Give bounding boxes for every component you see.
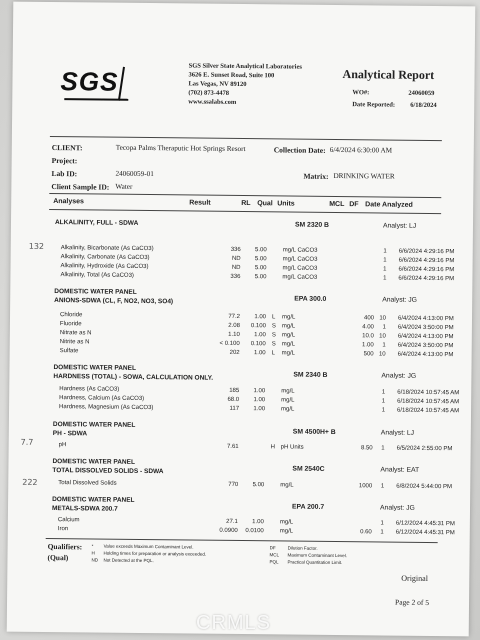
dilution-factor: 1: [381, 407, 386, 414]
table-row: [9, 442, 471, 456]
units: pH Units: [280, 444, 304, 451]
result-value: 185: [229, 387, 240, 394]
sample: Water: [115, 182, 133, 191]
analyte-name: Alkalinity, Bicarbonate (As CaCO3): [60, 245, 154, 253]
dilution-factor: 10: [379, 315, 387, 322]
result-value: < 0.100: [219, 340, 240, 347]
reporting-limit: 5.00: [254, 256, 267, 263]
lab-city: Las Vegas, NV 89120: [188, 80, 247, 89]
section-analyst: Analyst: JG: [381, 372, 417, 380]
logo-slash: [118, 67, 125, 101]
col-result: Result: [189, 199, 211, 207]
dilution-factor: 1: [383, 275, 387, 282]
reporting-limit: 1.00: [253, 350, 266, 357]
analyte-name: Hardness, Calcium (As CaCO3): [59, 395, 145, 402]
dilution-factor: 10: [378, 351, 386, 358]
report-page: [7, 2, 476, 637]
page-number: Page 2 of 5: [394, 597, 430, 607]
sgs-logo: SGS: [60, 66, 119, 97]
units: mg/L: [279, 519, 294, 526]
wo-label: WO#:: [352, 89, 370, 97]
date-analyzed: 6/4/2024 4:13:00 PM: [397, 333, 454, 341]
units: mg/L: [281, 397, 295, 404]
reporting-limit: 5.00: [252, 482, 265, 489]
report-title: Analytical Report: [342, 67, 435, 83]
reporting-limit: 1.00: [254, 332, 266, 339]
dilution-factor: 1: [380, 529, 384, 536]
result-value: 0.0900: [219, 527, 238, 534]
lab-name: SGS Silver State Analytical Laboratories: [188, 62, 302, 71]
section-method: SM 2320 B: [294, 221, 330, 229]
col-rl: RL: [241, 199, 251, 208]
section-title: ALKALINITY, FULL - SDWA: [54, 219, 139, 227]
units: mg/L: [281, 332, 296, 339]
mcl-value: 1000: [358, 483, 373, 490]
mcl-value: 4.00: [362, 324, 374, 331]
col-df: DF: [349, 201, 359, 209]
qualifier: S: [271, 323, 276, 330]
section-method: SM 4500H+ B: [292, 428, 336, 436]
analyte-name: Alkalinity, Hydroxide (As CaCO3): [60, 263, 149, 271]
section-method: SM 2540C: [292, 465, 325, 473]
project-label: Project:: [51, 156, 78, 166]
analyte-name: Sulfate: [59, 348, 79, 355]
section-method: EPA 300.0: [294, 295, 327, 303]
qualifier-right-text: Maximum Contaminant Level.: [287, 552, 348, 559]
original-label: Original: [401, 573, 429, 583]
result-value: 336: [230, 246, 241, 253]
qualifier: S: [271, 341, 276, 348]
analyte-name: Nitrite as N: [59, 339, 90, 346]
dilution-factor: 1: [382, 324, 386, 331]
section-subtitle: HARDNESS (TOTAL) - SOWA, CALCULATION ONLY.: [53, 373, 214, 382]
date-analyzed: 6/18/2024 10:57:45 AM: [397, 407, 460, 415]
columns-rule-bottom: [49, 209, 441, 214]
date-analyzed: 6/6/2024 4:29:16 PM: [398, 248, 455, 256]
section-analyst: Analyst: JG: [382, 296, 418, 304]
result-value: 336: [230, 273, 241, 280]
section-analyst: Analyst: LJ: [380, 429, 415, 437]
section-title: DOMESTIC WATER PANEL: [54, 288, 137, 296]
reporting-limit: 1.00: [252, 519, 264, 526]
lab-phone: (702) 873-4478: [188, 89, 230, 97]
date-analyzed: 6/4/2024 3:50:00 PM: [397, 342, 454, 350]
result-value: 117: [229, 405, 240, 412]
result-value: 2.08: [228, 322, 240, 329]
reporting-limit: 0.100: [250, 341, 266, 348]
wo-number: 24060059: [408, 89, 435, 98]
reporting-limit: 1.00: [253, 406, 266, 413]
qualifier-left-text: Holding times for preparation or analysis exceeded.: [103, 550, 207, 557]
units: mg/L: [280, 482, 294, 489]
qualifier-right-sym: MCL: [269, 552, 280, 558]
handwritten-note: 132: [28, 241, 45, 251]
units: mg/L CaCO3: [282, 256, 318, 263]
qualifier-right-text: Dilution Factor.: [287, 545, 318, 551]
date-analyzed: 6/18/2024 10:57:45 AM: [397, 389, 460, 397]
section-subtitle: METALS-SDWA 200.7: [51, 505, 118, 513]
qualifier-left-text: Not Detected at the PQL.: [103, 557, 154, 564]
client-name: Tecopa Palms Theraputic Hot Springs Resort: [115, 143, 246, 154]
dilution-factor: 1: [380, 520, 384, 527]
dilution-factor: 1: [381, 398, 386, 405]
collection-date: 6/4/2024 6:30:00 AM: [329, 145, 393, 155]
date-analyzed: 6/4/2024 3:50:00 PM: [397, 324, 454, 332]
analyte-name: Alkalinity, Total (As CaCO3): [60, 272, 134, 279]
date-analyzed: 6/8/2024 5:44:00 PM: [396, 483, 453, 491]
header-rule: [50, 136, 442, 141]
analyte-name: pH: [58, 442, 67, 449]
date-analyzed: 6/5/2024 2:55:00 PM: [396, 445, 453, 453]
date-analyzed: 6/12/2024 4:45:31 PM: [395, 529, 455, 537]
section-subtitle: ANIONS-SDWA (CL, F, NO2, NO3, SO4): [54, 297, 174, 306]
reporting-limit: 5.00: [255, 247, 267, 254]
watermark: CRMLS: [196, 612, 272, 634]
date-analyzed: 6/4/2024 4:13:00 PM: [397, 315, 454, 323]
result-value: 1.10: [228, 331, 240, 338]
dilution-factor: 1: [383, 266, 387, 273]
units: mg/L CaCO3: [282, 274, 318, 281]
date-reported: 6/18/2024: [410, 101, 437, 110]
date-reported-label: Date Reported:: [352, 101, 396, 109]
units: mg/L CaCO3: [282, 265, 318, 272]
dilution-factor: 1: [383, 248, 387, 255]
analyte-name: Alkalinity, Carbonate (As CaCO3): [60, 254, 150, 262]
analyte-name: Fluoride: [59, 321, 82, 328]
col-units: Units: [277, 200, 295, 208]
result-value: 770: [228, 481, 239, 488]
dilution-factor: 1: [382, 342, 386, 349]
qualifier: L: [271, 314, 276, 321]
col-qual: Qual: [257, 200, 273, 208]
result-value: 27.1: [226, 518, 238, 525]
units: mg/L: [281, 406, 295, 413]
reporting-limit: 1.00: [253, 388, 266, 395]
analyte-name: Calcium: [57, 517, 80, 524]
analyte-name: Iron: [57, 526, 69, 533]
lab-info: [188, 61, 302, 107]
reporting-limit: 1.00: [254, 314, 267, 321]
mcl-value: 400: [363, 315, 375, 322]
mcl-value: 0.60: [360, 529, 372, 536]
section-analyst: Analyst: JG: [379, 504, 415, 512]
qualifier-right-sym: DF: [269, 545, 276, 551]
analyte-name: Total Dissolved Solids: [58, 480, 117, 487]
sample-label: Client Sample ID:: [51, 182, 110, 192]
section-subtitle: TOTAL DISSOLVED SOLIDS - SDWA: [52, 467, 164, 476]
date-analyzed: 6/4/2024 4:13:00 PM: [397, 351, 454, 359]
handwritten-note: 222: [22, 477, 38, 487]
date-analyzed: 6/18/2024 10:57:45 AM: [397, 398, 460, 406]
dilution-factor: 1: [383, 257, 387, 264]
analyte-name: Hardness (As CaCO3): [59, 386, 120, 393]
columns-rule-top: [49, 193, 441, 198]
mcl-value: 500: [363, 351, 374, 358]
col-analyses: Analyses: [53, 198, 85, 206]
result-value: ND: [231, 264, 241, 271]
date-analyzed: 6/12/2024 4:45:31 PM: [395, 520, 455, 528]
mcl-value: 8.50: [360, 445, 373, 452]
section-title: DOMESTIC WATER PANEL: [52, 458, 135, 466]
section-title: DOMESTIC WATER PANEL: [53, 364, 136, 372]
section-analyst: Analyst: EAT: [380, 466, 420, 474]
qualifier: L: [271, 350, 276, 357]
mcl-value: 1.00: [362, 342, 374, 349]
date-analyzed: 6/6/2024 4:29:16 PM: [398, 257, 455, 265]
qualifier-left-sym: *: [91, 543, 94, 549]
section-analyst: Analyst: LJ: [382, 222, 417, 230]
handwritten-note: 7.7: [20, 437, 34, 447]
analyte-name: Chloride: [59, 312, 83, 319]
result-value: ND: [231, 255, 241, 262]
result-value: 7.61: [226, 443, 239, 450]
qualifiers-rule: [46, 538, 438, 543]
dilution-factor: 1: [380, 483, 385, 490]
qualifiers-label: Qualifiers:: [47, 541, 83, 552]
qual-label: (Qual): [47, 552, 69, 563]
mcl-value: 10.0: [362, 333, 374, 340]
dilution-factor: 10: [379, 333, 386, 340]
units: mg/L: [281, 341, 296, 348]
dilution-factor: 1: [381, 389, 386, 396]
dilution-factor: 1: [381, 445, 385, 452]
date-analyzed: 6/6/2024 4:29:16 PM: [398, 275, 455, 283]
result-value: 68.0: [227, 396, 240, 403]
collection-label: Collection Date:: [273, 145, 326, 155]
client-label: CLIENT:: [51, 143, 83, 153]
reporting-limit: 0.0100: [245, 528, 264, 535]
reporting-limit: 0.100: [250, 323, 266, 330]
qualifier: H: [270, 444, 276, 451]
col-date: Date Analyzed: [365, 201, 413, 209]
matrix: DRINKING WATER: [333, 171, 395, 181]
lab-address: 3626 E. Sunset Road, Suite 100: [188, 71, 275, 80]
qualifier-right-sym: PQL: [269, 559, 279, 565]
units: mg/L CaCO3: [282, 247, 318, 254]
result-value: 77.2: [228, 313, 241, 320]
qualifier-left-text: Value exceeds Maximum Contaminant Level.: [103, 543, 194, 550]
units: mg/L: [281, 314, 296, 321]
qualifier-left-sym: ND: [91, 557, 98, 563]
reporting-limit: 5.00: [254, 274, 267, 281]
matrix-label: Matrix:: [303, 171, 329, 181]
section-title: DOMESTIC WATER PANEL: [52, 496, 135, 504]
labid: 24060059-01: [115, 169, 154, 179]
lab-web: www.ssalabs.com: [188, 98, 237, 106]
col-mcl: MCL: [329, 200, 345, 209]
section-title: DOMESTIC WATER PANEL: [52, 421, 136, 429]
analyte-name: Nitrate as N: [59, 330, 92, 337]
units: mg/L: [281, 323, 296, 330]
qualifier-left-sym: H: [91, 550, 95, 556]
units: mg/L: [281, 388, 295, 395]
qualifier-right-text: Practical Quantitation Limit.: [287, 559, 343, 566]
section-method: EPA 200.7: [291, 503, 325, 511]
labid-label: Lab ID:: [51, 169, 78, 179]
date-analyzed: 6/6/2024 4:29:16 PM: [398, 266, 455, 274]
analyte-name: Hardness, Magnesium (As CaCO3): [59, 404, 154, 412]
section-method: SM 2340 B: [293, 371, 328, 379]
units: mg/L: [281, 350, 296, 357]
result-value: 202: [229, 349, 240, 356]
units: mg/L: [279, 528, 294, 535]
section-subtitle: PH - SDWA: [52, 430, 88, 438]
reporting-limit: 1.00: [253, 397, 266, 404]
reporting-limit: 5.00: [254, 265, 267, 272]
qualifier: S: [271, 332, 276, 339]
table-row: [8, 477, 470, 494]
